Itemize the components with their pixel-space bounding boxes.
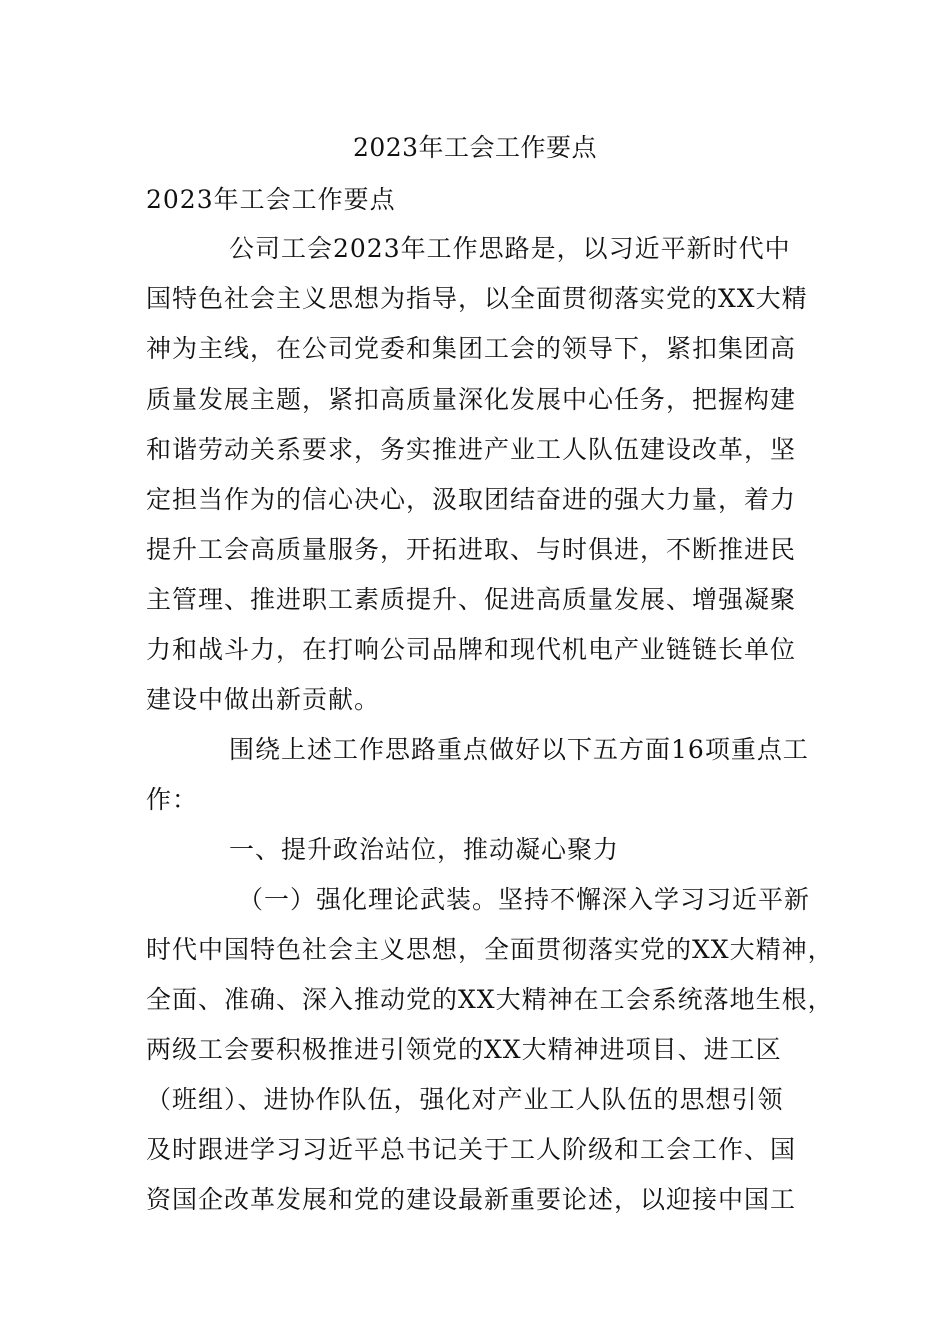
paragraph-line: 围绕上述工作思路重点做好以下五方面16项重点工 [229,735,809,764]
paragraph-line: 和谐劳动关系要求，务实推进产业工人队伍建设改革，坚 [146,435,797,464]
paragraph-line: 建设中做出新贡献。 [146,685,381,714]
paragraph-line: 及时跟进学习习近平总书记关于工人阶级和工会工作、国 [146,1135,797,1164]
document-title: 2023年工会工作要点 [352,133,598,162]
paragraph-line: 神为主线，在公司党委和集团工会的领导下，紧扣集团高 [146,334,797,363]
paragraph-line: 主管理、推进职工素质提升、促进高质量发展、增强凝聚 [146,585,797,614]
paragraph-line: 提升工会高质量服务，开拓进取、与时俱进，不断推进民 [146,535,797,564]
paragraph-line: 定担当作为的信心决心，汲取团结奋进的强大力量，着力 [146,485,797,514]
paragraph-line: 质量发展主题，紧扣高质量深化发展中心任务，把握构建 [146,385,797,414]
paragraph-line: 作： [146,785,199,814]
document-subtitle: 2023年工会工作要点 [146,185,396,214]
paragraph-line: 两级工会要积极推进引领党的XX大精神进项目、进工区 [146,1035,782,1064]
paragraph-line: 公司工会2023年工作思路是，以习近平新时代中 [229,234,791,263]
paragraph-line: 时代中国特色社会主义思想，全面贯彻落实党的XX大精神， [146,935,834,964]
paragraph-line: （班组）、进协作队伍，强化对产业工人队伍的思想引领 [146,1085,784,1114]
subsection-heading: （一）强化理论武装。坚持不懈深入学习习近平新 [238,885,811,914]
paragraph-line: 力和战斗力，在打响公司品牌和现代机电产业链链长单位 [146,635,797,664]
paragraph-line: 国特色社会主义思想为指导，以全面贯彻落实党的XX大精 [146,284,808,313]
section-heading: 一、提升政治站位，推动凝心聚力 [229,835,620,864]
paragraph-line: 资国企改革发展和党的建设最新重要论述，以迎接中国工 [146,1185,797,1214]
paragraph-line: 全面、准确、深入推动党的XX大精神在工会系统落地生根， [146,985,834,1014]
